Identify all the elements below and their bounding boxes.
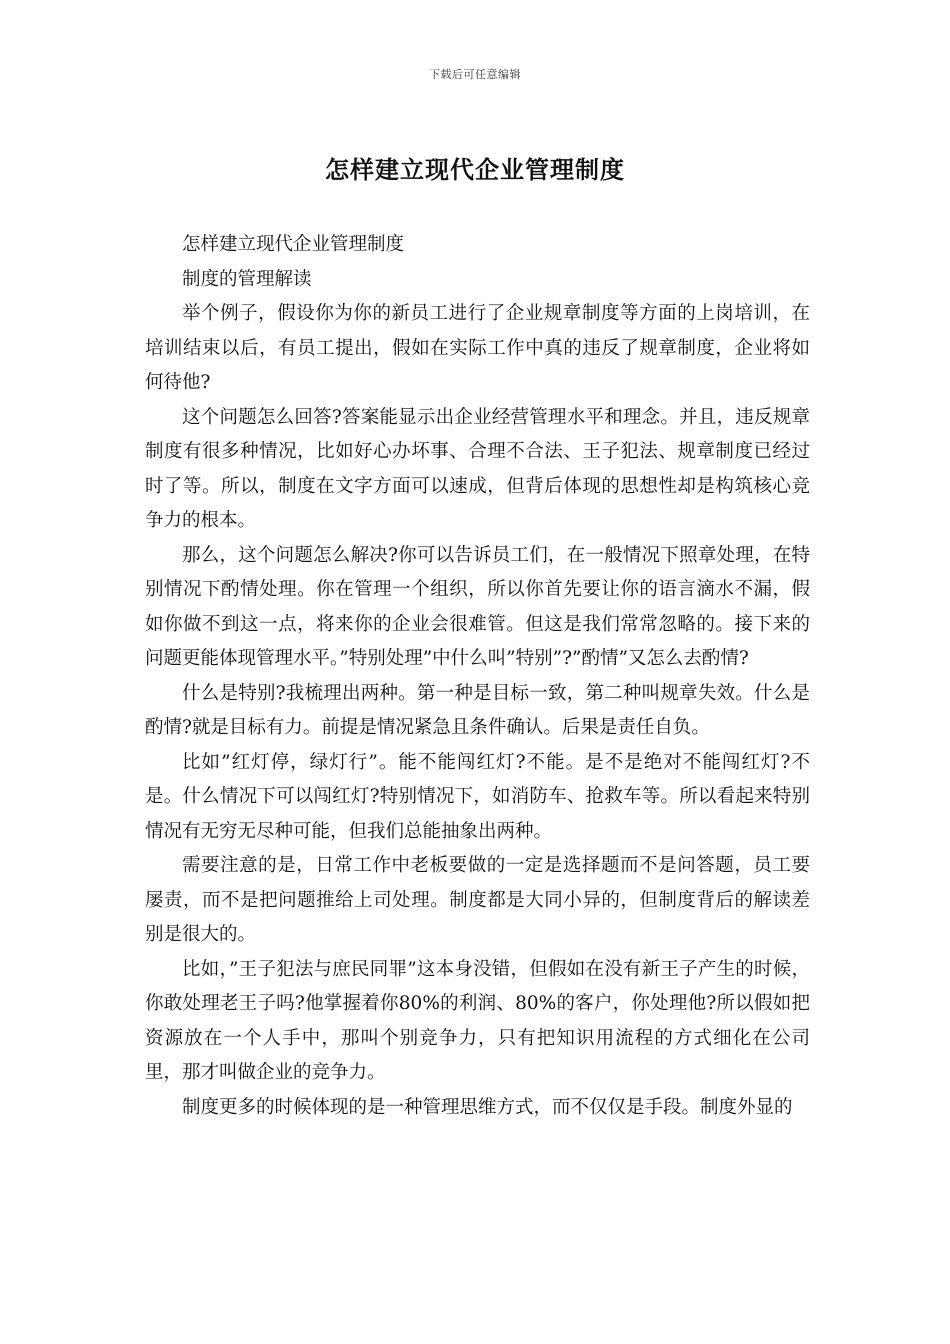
- paragraph: 那么，这个问题怎么解决?你可以告诉员工们，在一般情况下照章处理，在特别情况下酌情处理。你在管理一个组织，所以你首先要让你的语言滴水不漏，假如你做不到这一点，将来你的企业会很难管。但这是我们常常忽略的。接下来的问题更能体现管理水平。”特别处理”中什么叫”特别”?”酌情”又怎么去酌情?: [145, 544, 810, 669]
- paragraph: 制度更多的时候体现的是一种管理思维方式，而不仅仅是手段。制度外显的: [182, 1096, 793, 1118]
- paragraph: 比如”红灯停，绿灯行”。能不能闯红灯?不能。是不是绝对不能闯红灯?不是。什么情况下可以闯红灯?特别情况下，如消防车、抢救车等。所以看起来特别情况有无穷无尽种可能，但我们总能抽象出两种。: [145, 751, 810, 842]
- document-title: 怎样建立现代企业管理制度: [325, 155, 625, 184]
- header-note: 下载后可任意编辑: [429, 68, 521, 81]
- document-body: [145, 228, 810, 1125]
- paragraph: 举个例子，假设你为你的新员工进行了企业规章制度等方面的上岗培训，在培训结束以后，有员工提出，假如在实际工作中真的违反了规章制度，企业将如何待他?: [145, 303, 810, 393]
- paragraph: 需要注意的是，日常工作中老板要做的一定是选择题而不是问答题，员工要屡责，而不是把问题推给上司处理。制度都是大同小异的，但制度背后的解读差别是很大的。: [145, 855, 810, 945]
- paragraph: 比如，”王子犯法与庶民同罪”这本身没错，但假如在没有新王子产生的时候，你敢处理老王子吗?他掌握着你80%的利润、80%的客户，你处理他?所以假如把资源放在一个人手中，那叫个别竞争力，只有把知识用流程的方式细化在公司里，那才叫做企业的竞争力。: [145, 958, 810, 1083]
- paragraph: 怎样建立现代企业管理制度: [182, 234, 405, 255]
- paragraph: 什么是特别?我梳理出两种。第一种是目标一致，第二种叫规章失效。什么是酌情?就是目标有力。前提是情况紧急且条件确认。后果是责任自负。: [145, 682, 810, 738]
- paragraph: 制度的管理解读: [182, 268, 312, 290]
- paragraph: 这个问题怎么回答?答案能显示出企业经营管理水平和理念。并且，违反规章制度有很多种情况，比如好心办坏事、合理不合法、王子犯法、规章制度已经过时了等。所以，制度在文字方面可以速成，但背后体现的思想性却是构筑核心竞争力的根本。: [145, 406, 810, 531]
